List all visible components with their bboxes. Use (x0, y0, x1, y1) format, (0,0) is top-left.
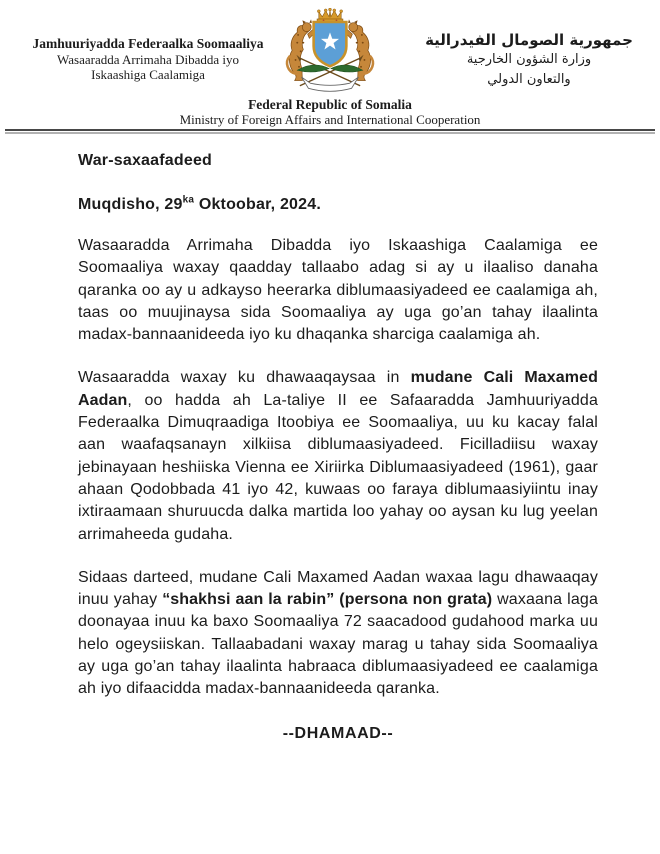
letterhead-arabic-block (406, 30, 652, 90)
letterhead-arabic-line1: جمهورية الصومال الفيدرالية (425, 31, 633, 49)
closing-line: --DHAMAAD-- (282, 724, 394, 742)
paragraph: Sidaas darteed, mudane Cali Maxamed Aadan waxaa lagu dhawaaqay inuu yahay “shakhsi aan la rabin” (persona non grata) waxaana laga doonayaa inuu ka baxo Soomaaliya 72 saacadood gudahood marka uu helo ogeysiiskan. Tallaabadani waxay marag u tahay sida Soomaaliya ay uga go’an tahay ilaalinta habraaca diblumaasiyadeed ee caalamiga ah iyo difaacidda madax-bannaanideeda qaranka. (78, 568, 598, 698)
letterhead-arabic-line2: وزارة الشؤون الخارجية (466, 52, 592, 67)
dateline-prefix: Muqdisho, 29 (78, 196, 183, 213)
letterhead-somali-block (16, 36, 280, 83)
dateline-ordinal: ka (182, 194, 195, 206)
somalia-coat-of-arms-icon (274, 8, 386, 98)
letterhead-somali-line3: Iskaashiga Caalamiga (91, 67, 205, 82)
letterhead-arabic-line3: والتعاون الدولي (487, 72, 571, 87)
letterhead-english-block (0, 97, 660, 127)
letterhead (0, 0, 660, 134)
paragraph: Wasaaradda waxay ku dhawaaqaysaa in mudane Cali Maxamed Aadan, oo hadda ah La-taliye II ee Safaaradda Jamhuuriyadda Federaalka Dimuqraadiga Itoobiya ee Soomaaliya, uu ku kacay falal aan waafaqsanayn xilkiisa diblumaasiyadeed. Ficilladiisu waxay jebinayaan heshiiska Vienna ee Xiriirka Diblumaasiyadeed (1961), gaar ahaan Qodobbada 41 iyo 42, kuwaas oo faraya diblumaasiyiintu inay ixtiraamaan shuruucda dalka martida loo yahay oo aysan ku lug yeelan arrimaheeda gudaha. (78, 369, 598, 543)
press-release-body (0, 136, 660, 743)
dateline-suffix: Oktoobar, 2024. (194, 196, 321, 213)
paragraphs (78, 235, 598, 701)
letterhead-english-line1: Federal Republic of Somalia (248, 97, 412, 112)
paragraph: Wasaaradda Arrimaha Dibadda iyo Iskaashiga Caalamiga ee Soomaaliya waxay qaadday tallaabo adag si ay u ilaaliso danaha qaranka oo ay u adkayso heerarka diblumaasiyadeed ee caalamiga ah, taas oo muujinaysa sida Soomaaliya ay uga go’an tahay ilaalinta madax-bannaanideeda iyo ku dhaqanka sharciga caalamiga ah. (78, 237, 598, 344)
dateline (78, 196, 598, 214)
letterhead-english-line2: Ministry of Foreign Affairs and International Cooperation (179, 112, 481, 127)
letterhead-divider (5, 129, 655, 131)
press-release-title: War-saxaafadeed (78, 152, 213, 169)
letterhead-somali-line2: Wasaaradda Arrimaha Dibadda iyo (57, 51, 239, 67)
letterhead-somali-line1: Jamhuuriyadda Federaalka Soomaaliya (32, 36, 264, 51)
